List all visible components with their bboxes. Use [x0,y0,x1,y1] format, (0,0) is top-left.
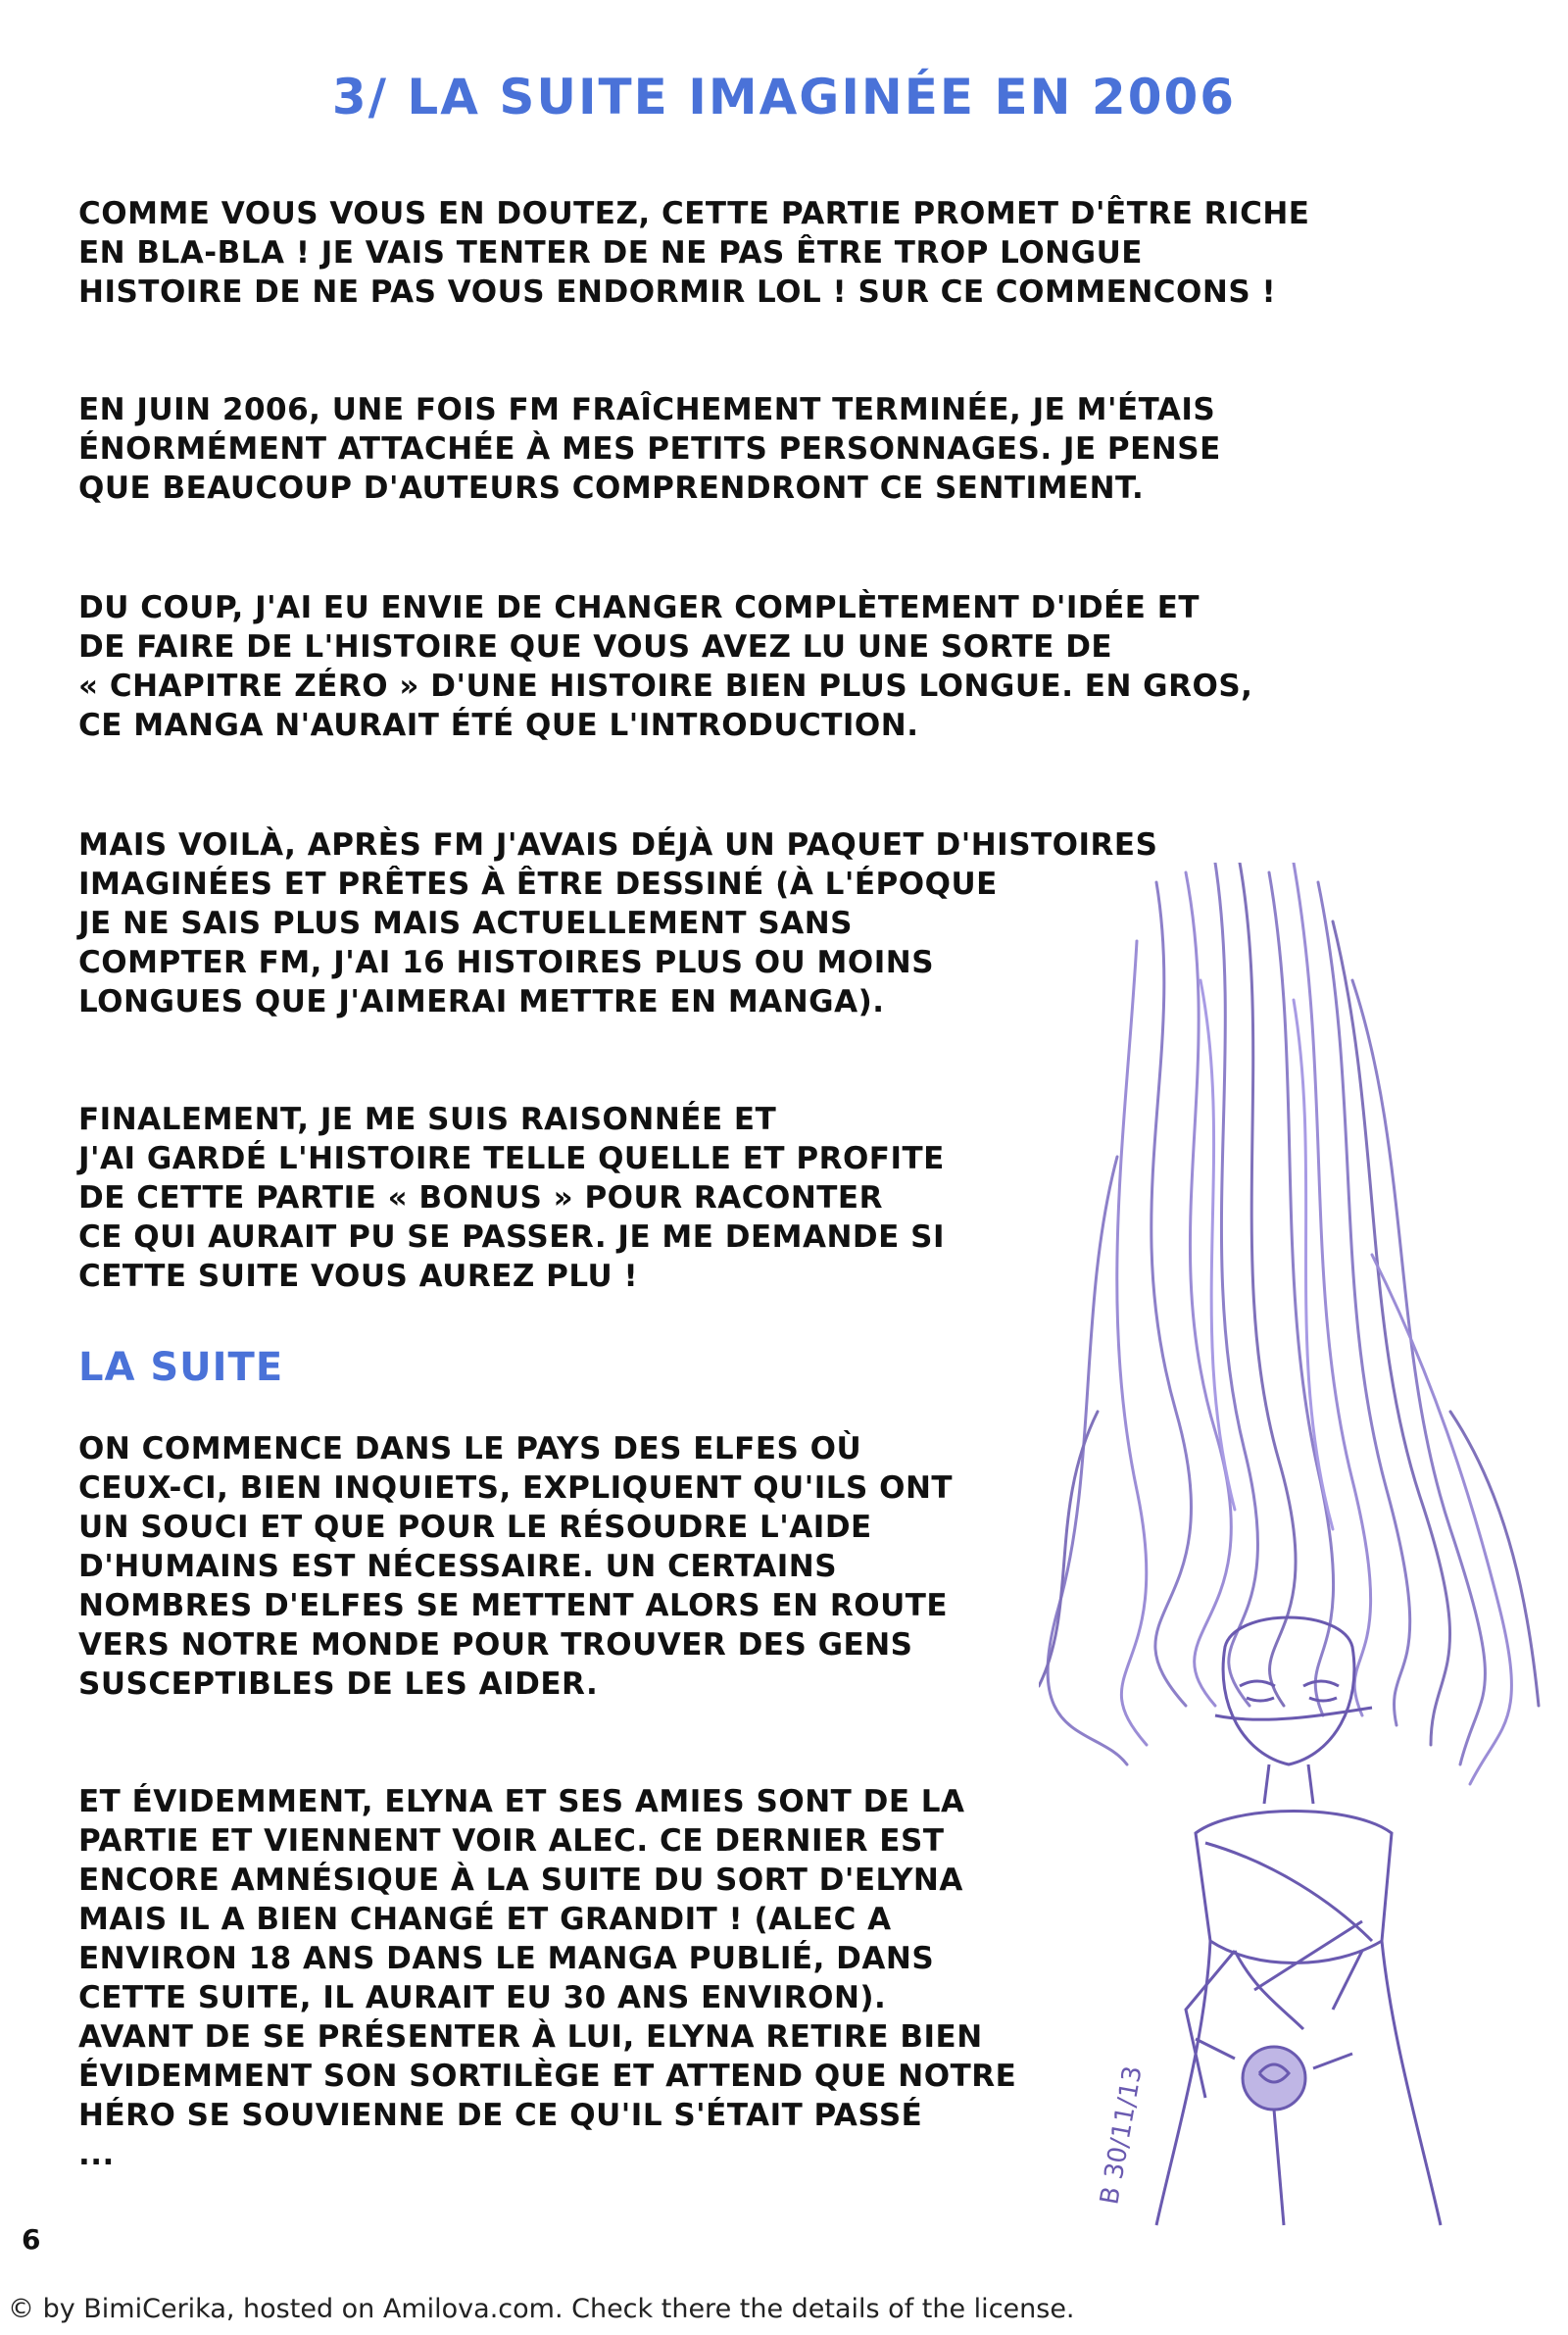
artist-signature: B 30/11/13 [1095,2063,1149,2208]
elyna-alec-paragraph: ET ÉVIDEMMENT, ELYNA ET SES AMIES SONT DE LA PARTIE ET VIENNENT VOIR ALEC. CE DERNIER EST ENCORE AMNÉSIQUE À LA SUITE DU SORT D'ELYNA MAIS IL A BIEN CHANGÉ ET GRANDIT ! (ALEC A ENVIRON 18 ANS DANS LE MANGA PUBLIÉ, DANS CETTE SUITE, IL AURAIT EU 30 ANS ENVIRON). AVANT DE SE PRÉSENTER À LUI, ELYNA RETIRE BIEN ÉVIDEMMENT SON SORTILÈGE ET ATTEND QUE NOTRE HÉRO SE SOUVIENNE DE CE QU'IL S'ÉTAIT PASSÉ ... [78,1784,1017,2172]
subsection-title: LA SUITE [78,1345,284,1390]
sketch-illustration [1039,863,1548,2235]
chapter-zero-paragraph: DU COUP, J'AI EU ENVIE DE CHANGER COMPLÈTEMENT D'IDÉE ET DE FAIRE DE L'HISTOIRE QUE VOUS AVEZ LU UNE SORTE DE « CHAPITRE ZÉRO » D'UNE HISTOIRE BIEN PLUS LONGUE. EN GROS, CE MANGA N'AURAIT ÉTÉ QUE L'INTRODUCTION. [78,590,1253,743]
footer-credit: © by BimiCerika, hosted on Amilova.com. Check there the details of the license. [8,2294,1075,2324]
june-2006-paragraph: EN JUIN 2006, UNE FOIS FM FRAÎCHEMENT TERMINÉE, JE M'ÉTAIS ÉNORMÉMENT ATTACHÉE À MES PETITS PERSONNAGES. JE PENSE QUE BEAUCOUP D'AUTEURS COMPRENDRONT CE SENTIMENT. [78,392,1221,506]
intro-paragraph: COMME VOUS VOUS EN DOUTEZ, CETTE PARTIE PROMET D'ÊTRE RICHE EN BLA-BLA ! JE VAIS TENTER DE NE PAS ÊTRE TROP LONGUE HISTOIRE DE NE PAS VOUS ENDORMIR LOL ! SUR CE COMMENCONS ! [78,196,1310,310]
page-number: 6 [22,2223,41,2256]
bonus-paragraph: FINALEMENT, JE ME SUIS RAISONNÉE ET J'AI GARDÉ L'HISTOIRE TELLE QUELLE ET PROFITE DE CETTE PARTIE « BONUS » POUR RACONTER CE QUI AURAIT PU SE PASSER. JE ME DEMANDE SI CETTE SUITE VOUS AUREZ PLU ! [78,1102,945,1294]
figure-sketch [1156,1617,1441,2225]
hair-strands [1039,863,1539,1784]
elves-paragraph: ON COMMENCE DANS LE PAYS DES ELFES OÙ CEUX-CI, BIEN INQUIETS, EXPLIQUENT QU'ILS ONT UN SOUCI ET QUE POUR LE RÉSOUDRE L'AIDE D'HUMAINS EST NÉCESSAIRE. UN CERTAINS NOMBRES D'ELFES SE METTENT ALORS EN ROUTE VERS NOTRE MONDE POUR TROUVER DES GENS SUSCEPTIBLES DE LES AIDER. [78,1431,954,1702]
other-stories-paragraph: MAIS VOILÀ, APRÈS FM J'AVAIS DÉJÀ UN PAQUET D'HISTOIRES IMAGINÉES ET PRÊTES À ÊTRE DESSINÉ (À L'ÉPOQUE JE NE SAIS PLUS MAIS ACTUELLEMENT SANS COMPTER FM, J'AI 16 HISTOIRES PLUS OU MOINS LONGUES QUE J'AIMERAI METTRE EN MANGA). [78,827,1158,1019]
section-title: 3/ LA SUITE IMAGINÉE EN 2006 [331,69,1237,125]
